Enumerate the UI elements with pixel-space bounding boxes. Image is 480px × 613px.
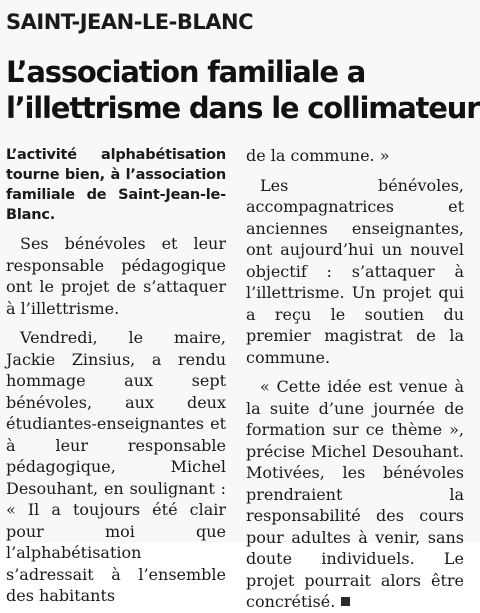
- body-paragraph-1: Ses bénévoles et leur responsable pédagogique ont le projet de s’attaquer à l’illettrisme.: [6, 234, 226, 318]
- article-headline: [6, 54, 480, 126]
- body-paragraph-2: Vendredi, le maire, Jackie Zinsius, a rendu hommage aux sept bénévoles, aux deux étudiantes-enseignantes et à leur responsable pédagogique, Michel Desouhant, en soulignant : « Il a toujours été clair pour moi que l’alphabétisation s’adressait à l’ensemble des habitants: [6, 328, 226, 605]
- end-of-article-square-icon: [341, 597, 350, 606]
- location-kicker: SAINT-JEAN-LE-BLANC: [6, 10, 253, 34]
- body-paragraph-continuation: de la commune. »: [246, 146, 390, 165]
- headline-line-1: L’association familiale a: [6, 55, 366, 89]
- headline-line-2: l’illettrisme dans le collimateur: [6, 91, 480, 125]
- body-paragraph-4: [246, 376, 464, 613]
- article-column-right: [246, 145, 464, 613]
- article-column-left: [6, 145, 226, 607]
- article-lead: L’activité alphabétisation tourne bien, à l’association familiale de Saint-Jean-le-Blanc.: [6, 147, 226, 223]
- body-paragraph-4-text: « Cette idée est venue à la suite d’une journée de formation sur ce thème », précise Michel Desouhant. Motivées, les bénévoles prendraient la responsabilité des cours pour adultes à venir, sans doute individuels. Le projet pourrait alors être concrétisé.: [246, 377, 464, 611]
- bleed-through-decoration: [320, 6, 470, 40]
- body-paragraph-3: Les bénévoles, accompagnatrices et anciennes enseignantes, ont aujourd’hui un nouvel objectif : s’attaquer à l’illettrisme. Un projet qui a reçu le soutien du premier magistrat de la commune.: [246, 175, 464, 367]
